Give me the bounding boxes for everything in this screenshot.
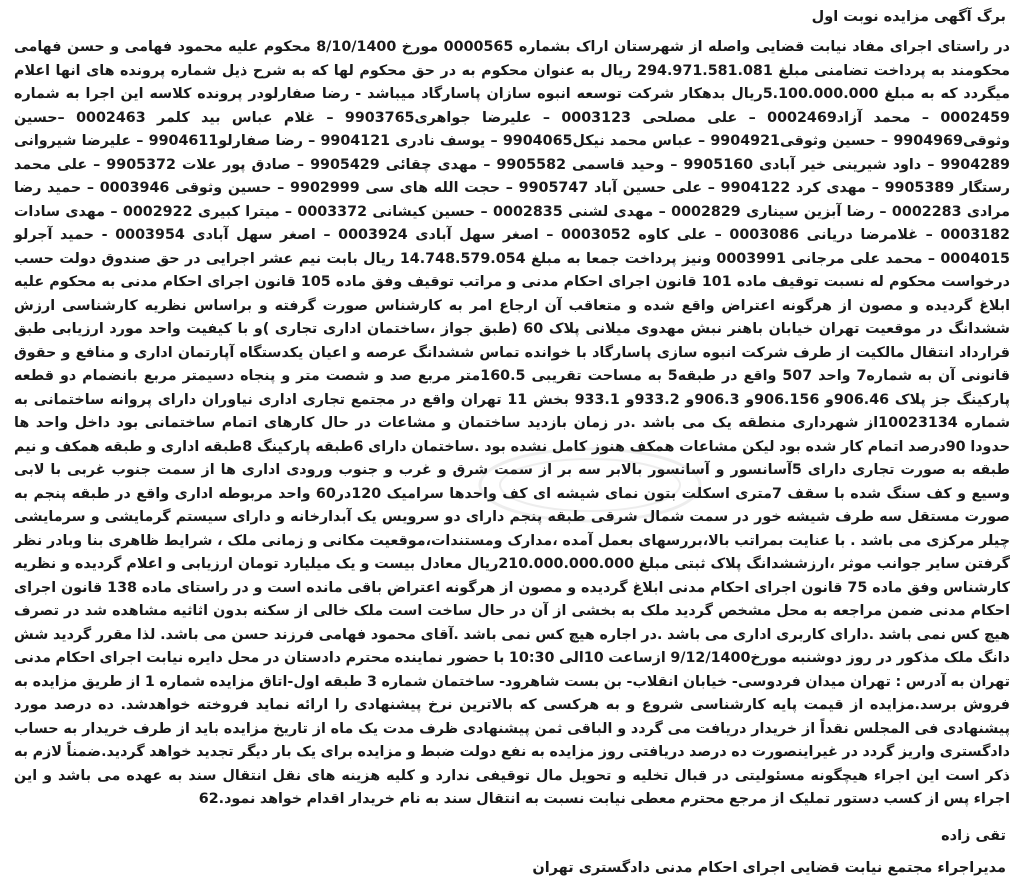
signature-role: مدیراجراء مجتمع نیابت قضایی اجرای احکام مدنی دادگستری تهران (532, 860, 1006, 876)
notice-title: برگ آگهی مزایده نوبت اول (811, 9, 1006, 25)
signature-name: تقی زاده (941, 828, 1006, 844)
signature-block (532, 826, 1006, 878)
notice-body: در راستای اجرای مفاد نیابت قضایی واصله از شهرستان اراک بشماره 0000565 مورخ 8/10/1400 محکوم علیه محمود فهامی و حسن فهامی محکومند به پرداخت تضامنی مبلغ 294.971.581.081 ریال به عنوان محکوم به در حق محکوم لها که به شرح ذیل شماره پرونده های انها اعلام میگردد که به مبلغ 5.100.000.000ریال بدهکار شرکت توسعه انبوه سازان پاسارگاد میباشد - رضا صفارلودر پرونده کلاسه این اجرا به شماره 0002459 – محمد آزاد0002469 – علی مصلحی 0003123 – علیرضا جواهری9903765 – غلام عباس بید کلمر 0002463 –حسین وثوقی9904969 – حسین وثوقی9904921 – عباس محمد نیکل9904065 – یوسف نادری 9904121 – رضا صفارلو9904611 – علیرضا شیروانی 9904289 – داود شیرینی خیر آبادی 9905160 – وحید قاسمی 9905582 – مهدی چقائی 9905429 – صادق پور علات 9905372 – علی محمد رستگار 9905389 – مهدی کرد 9904122 – علی حسین آباد 9905747 – حجت الله های سی 9902999 – حسین وثوقی 0003946 – حمید رضا مرادی 0002283 – رضا آبزین سیناری 0002829 – مهدی لشنی 0002835 – حسین کیشانی 0003372 – میترا کبیری 0002922 – مهدی سادات 0003182 – غلامرضا دریانی 0003086 – علی کاوه 0003052 – اصغر سهل آبادی 0003924 – اصغر سهل آبادی 0003954 - حمید آجرلو 0004015 – محمد علی مرجانی 0003991 ونیز پرداخت جمعا به مبلغ 14.748.579.054 ریال بابت نیم عشر اجرایی در حق صندوق دولت حسب درخواست محکوم له نسبت توقیف ماده 101 قانون اجرای احکام مدنی و مراتب توقیف وفق ماده 105 قانون اجرای احکام مدنی به محکوم علیه ابلاغ گردیده و مصون از هرگونه اعتراض واقع شده و متعاقب آن ارجاع امر به کارشناس صورت گرفته و براساس نظریه کارشناسی ارزش ششدانگ در موقعیت تهران خیابان باهنر نبش مهدوی میلانی پلاک 60 (طبق جواز ،ساختمان اداری تجاری )و با کیفیت واحد مورد ارزیابی طبق قرارداد انتقال مالکیت از طرف شرکت انبوه سازی پاسارگاد با خوانده تماس ششدانگ عرصه و اعیان یکدستگاه آپارتمان اداری و منافع و حقوق قانونی آن به شماره7 واحد 507 واقع در طبقه5 به مساحت تقریبی 160.5متر مربع صد و شصت متر و پنجاه دسیمتر مربع بانضمام دو قطعه پارکینگ جز پلاک 906.46و 906.156و 906.3و 933.2و 933.1 بخش 11 تهران واقع در مجتمع تجاری اداری نیاوران دارای پروانه ساختمانی به شماره 10023134از شهرداری منطقه یک می باشد .در زمان بازدید ساختمان و مشاعات در حال کارهای اتمام ساختمانی بود داخل واحد ها حدودا 90درصد اتمام کار شده بود لیکن مشاعات همکف هنوز کامل نشده بود .ساختمان دارای 6طبقه پارکینگ 8طبقه اداری و طبقه همکف و نیم طبقه به صورت تجاری دارای 5آسانسور و آسانسور بالابر سه بر از سمت شرق و غرب و جنوب ورودی اداری ها از سمت جنوب غربی با لابی وسیع و کف سنگ شده با سقف 7متری اسکلت بتون نمای شیشه ای کف واحدها سرامیک 120در60 واحد مربوطه اداری واقع در طبقه پنجم به صورت مستقل سه طرف شیشه خور در سمت شمال شرقی طبقه پنجم دارای دو سرویس یک آبدارخانه و دارای سیستم گرمایشی و سرمایشی چیلر مرکزی می باشد . با عنایت بمراتب بالا،بررسهای بعمل آمده ،مدارک ومستندات،موقعیت مکانی و زمانی ملک ، شرایط ظاهری بنا وبادر نظر گرفتن سایر جوانب موثر ،ارزششدانگ پلاک ثبتی مبلغ 210.000.000.000ریال معادل بیست و یک میلیارد تومان ارزیابی و اعلام گردیده و نظریه کارشناس وفق ماده 75 قانون اجرای احکام مدنی ابلاغ گردیده و مصون از هرگونه اعتراض باقی مانده است و در راستای ماده 138 قانون اجرای احکام مدنی ضمن مراجعه به محل مشخص گردید ملک به بخشی از آن در حال ساخت است ملک خالی از سکنه بدون اثاثیه مشاهده شد در تصرف هیچ کس نمی باشد .دارای کاربری اداری می باشد .در اجاره هیچ کس نمی باشد .آقای محمود فهامی فرزند حسن می باشد. لذا مقرر گردید شش دانگ ملک مذکور در روز دوشنبه مورخ9/12/1400 ازساعت 10الی 10:30 با حضور نماینده محترم دادستان در محل دایره نیابت اجرای احکام مدنی تهران به آدرس : تهران میدان فردوسی- خیابان انقلاب- بن بست شاهرود- ساختمان شماره 3 طبقه اول-اتاق مزایده شماره 1 از طریق مزایده به فروش برسد.مزایده از قیمت پایه کارشناسی شروع و به هرکسی که بالاترین نرخ پیشنهادی را ارائه نماید فروخته خواهدشد. ده درصد مورد پیشنهادی فی المجلس نقداً از خریدار دریافت می گردد و الباقی ثمن پیشنهادی ظرف مدت یک ماه از تاریخ مزایده باید از طرف خریدار به حساب دادگستری واریز گردد در غیراینصورت ده درصد دریافتی روز مزایده به نفع دولت ضبط و مزایده برای یک بار دیگر تجدید خواهد گردید.ضمناً لازم به ذکر است این اجراء هیچگونه مسئولیتی در قبال تخلیه و تحویل مال توقیفی ندارد و کلیه هزینه های نقل انتقال سند به عهده می باشد و این اجراء پس از کسب دستور تملیک از مرجع محترم معطی نیابت نسبت به انتقال سند به نام خریدار اقدام خواهد نمود.62 (14, 39, 1011, 807)
